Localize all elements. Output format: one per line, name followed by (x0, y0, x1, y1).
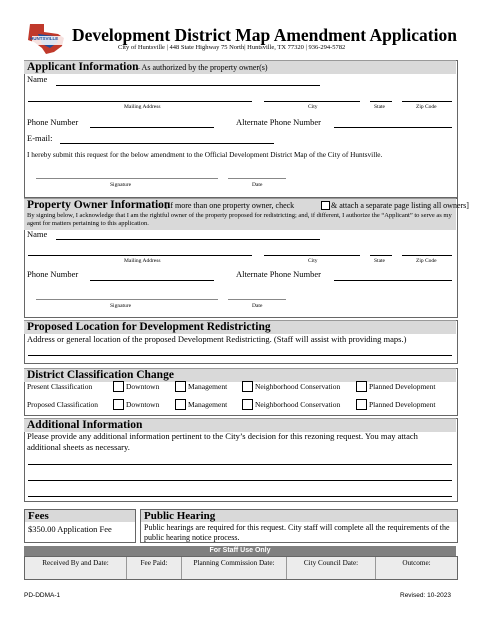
present-planned-checkbox[interactable] (356, 381, 367, 392)
applicant-signature-field[interactable] (36, 178, 218, 179)
classification-heading (24, 368, 456, 382)
owner-note-b: & attach a separate page listing all owners] (331, 201, 469, 210)
proposed-downtown-label: Downtown (126, 400, 160, 409)
owner-note-a: [If more than one property owner, check (165, 201, 295, 210)
owner-acknowledgement: By signing below, I acknowledge that I am the rightful owner of the property proposed for redistricting; and, if different, I authorize the “Applicant” to serve as my agent for matters pertaining to this application. (27, 212, 452, 227)
applicant-mailing-caption: Mailing Address (124, 104, 161, 110)
additional-heading (24, 418, 456, 432)
additional-line-3[interactable] (28, 496, 452, 497)
applicant-zip-caption: Zip Code (416, 104, 437, 110)
applicant-heading (24, 60, 456, 74)
present-management-label: Management (188, 382, 228, 391)
proposed-classification-label: Proposed Classification (27, 400, 99, 409)
additional-title: Additional Information (27, 419, 143, 431)
owner-date-caption: Date (252, 303, 263, 309)
owner-name-label: Name (27, 229, 48, 239)
proposed-management-label: Management (188, 400, 228, 409)
owner-signature-field[interactable] (36, 299, 218, 300)
applicant-date-field[interactable] (228, 178, 286, 179)
staff-use-header: For Staff Use Only (24, 546, 456, 556)
owner-state-field[interactable] (370, 255, 392, 256)
applicant-city-field[interactable] (264, 101, 360, 102)
owner-zip-caption: Zip Code (416, 258, 437, 264)
hearing-text: Public hearings are required for this request. City staff will complete all the requirements of the public hearing notice process. (144, 523, 450, 542)
owner-mailing-caption: Mailing Address (124, 258, 161, 264)
page-subtitle: City of Huntsville | 448 State Highway 75 North| Huntsville, TX 77320 | 936-294-5782 (118, 44, 346, 51)
staff-fee-cell: Fee Paid: (127, 557, 182, 579)
applicant-name-field[interactable] (56, 85, 320, 86)
page-title: Development District Map Amendment Application (72, 25, 457, 45)
applicant-email-field[interactable] (60, 143, 274, 144)
proposed-planned-checkbox[interactable] (356, 399, 367, 410)
owner-heading (24, 198, 469, 230)
applicant-alt-phone-label: Alternate Phone Number (236, 117, 321, 127)
applicant-signature-caption: Signature (110, 182, 132, 188)
owner-state-caption: State (374, 258, 385, 264)
proposed-management-checkbox[interactable] (175, 399, 186, 410)
owner-title: Property Owner Information (27, 199, 171, 211)
additional-line-1[interactable] (28, 464, 452, 465)
applicant-alt-phone-field[interactable] (334, 127, 452, 128)
owner-signature-caption: Signature (110, 303, 132, 309)
owner-name-field[interactable] (56, 239, 320, 240)
applicant-title: Applicant Information (27, 61, 139, 73)
location-instructions: Address or general location of the proposed Development Redistricting. (Staff will assist with providing maps.) (27, 334, 407, 344)
proposed-neighborhood-label: Neighborhood Conservation (255, 400, 341, 409)
owner-zip-field[interactable] (402, 255, 452, 256)
applicant-state-caption: State (374, 104, 385, 110)
fees-box (24, 509, 136, 543)
additional-instructions: Please provide any additional information pertinent to the City’s decision for this rezoning request. You may attach additional sheets as necessary. (27, 431, 418, 452)
hearing-box (140, 509, 458, 543)
present-management-checkbox[interactable] (175, 381, 186, 392)
owner-date-field[interactable] (228, 299, 286, 300)
present-neighborhood-checkbox[interactable] (242, 381, 253, 392)
applicant-email-label: E-mail: (27, 133, 53, 143)
present-downtown-checkbox[interactable] (113, 381, 124, 392)
classification-title: District Classification Change (27, 369, 174, 381)
additional-line-2[interactable] (28, 480, 452, 481)
staff-received-cell: Received By and Date: (25, 557, 127, 579)
present-planned-label: Planned Development (369, 382, 436, 391)
present-downtown-label: Downtown (126, 382, 160, 391)
staff-council-cell: City Council Date: (287, 557, 376, 579)
fees-title: Fees (25, 510, 135, 522)
staff-use-row (24, 556, 458, 580)
form-id: PD-DDMA-1 (24, 592, 61, 599)
owner-alt-phone-field[interactable] (334, 280, 452, 281)
applicant-zip-field[interactable] (402, 101, 452, 102)
location-heading (24, 320, 456, 334)
proposed-neighborhood-checkbox[interactable] (242, 399, 253, 410)
owner-city-caption: City (308, 258, 318, 264)
multiple-owners-checkbox[interactable] (321, 201, 330, 210)
staff-outcome-cell: Outcome: (402, 559, 431, 567)
applicant-mailing-field[interactable] (28, 101, 252, 102)
applicant-name-label: Name (27, 74, 48, 84)
fees-amount: $350.00 Application Fee (28, 524, 112, 534)
revision-date: Revised: 10-2023 (400, 592, 451, 599)
staff-planning-cell: Planning Commission Date: (182, 557, 287, 579)
applicant-statement: I hereby submit this request for the below amendment to the Official Development District Map of the City of Huntsville. (27, 150, 383, 159)
present-classification-label: Present Classification (27, 382, 93, 391)
owner-city-field[interactable] (264, 255, 360, 256)
hearing-title: Public Hearing (141, 510, 457, 522)
applicant-city-caption: City (308, 104, 318, 110)
applicant-note: – As authorized by the property owner(s) (136, 63, 268, 72)
owner-alt-phone-label: Alternate Phone Number (236, 269, 321, 279)
present-neighborhood-label: Neighborhood Conservation (255, 382, 341, 391)
owner-mailing-field[interactable] (28, 255, 252, 256)
owner-phone-field[interactable] (90, 280, 214, 281)
proposed-planned-label: Planned Development (369, 400, 436, 409)
applicant-phone-field[interactable] (90, 127, 214, 128)
applicant-phone-label: Phone Number (27, 117, 79, 127)
proposed-downtown-checkbox[interactable] (113, 399, 124, 410)
applicant-date-caption: Date (252, 182, 263, 188)
owner-phone-label: Phone Number (27, 269, 79, 279)
logo-text: HUNTSVILLE (30, 36, 59, 41)
applicant-state-field[interactable] (370, 101, 392, 102)
location-field[interactable] (28, 355, 452, 356)
location-title: Proposed Location for Development Redistricting (27, 321, 271, 333)
